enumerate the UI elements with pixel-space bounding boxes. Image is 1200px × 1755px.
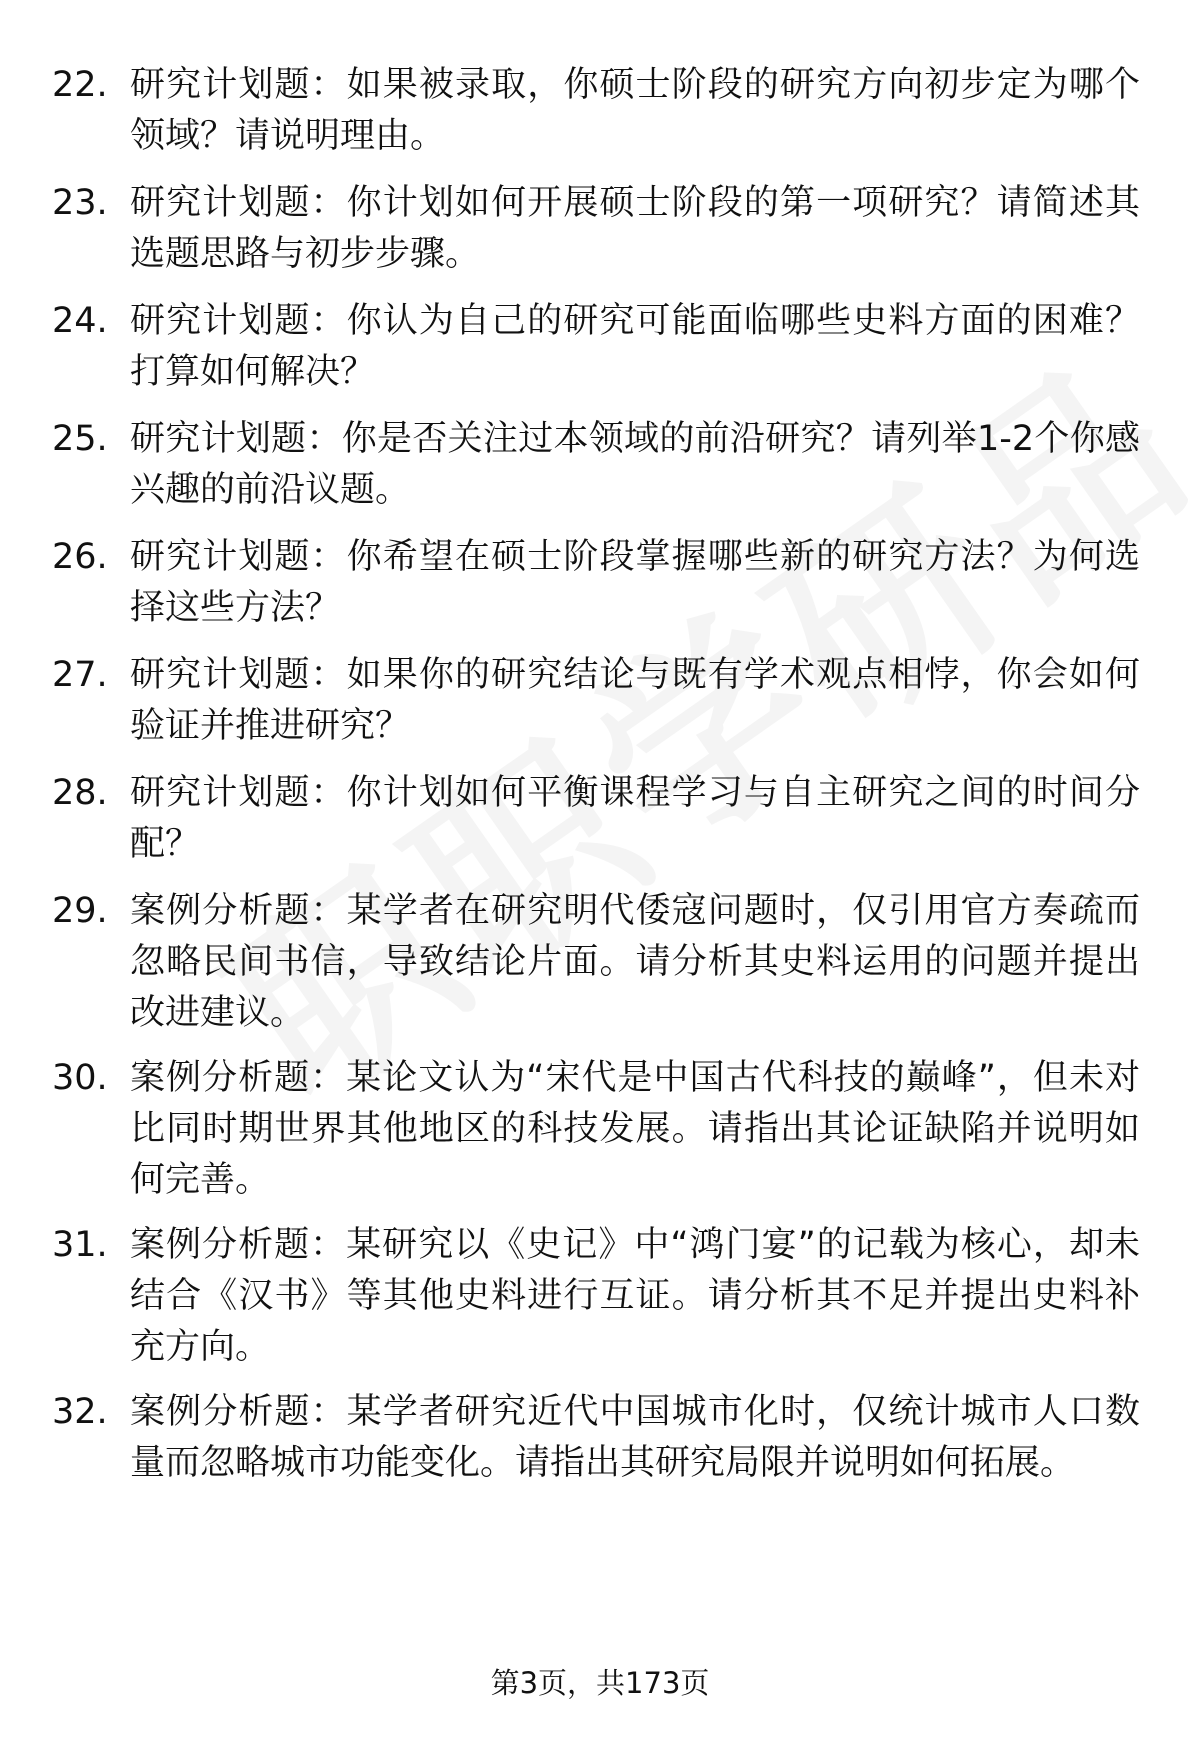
question-number: 28. [52, 773, 108, 813]
question-number: 22. [52, 65, 108, 105]
question-text: 研究计划题：如果你的研究结论与既有学术观点相悖，你会如何验证并推进研究？ [130, 655, 1140, 746]
question-text: 案例分析题：某学者在研究明代倭寇问题时，仅引用官方奏疏而忽略民间书信，导致结论片面。请分析其史料运用的问题并提出改进建议。 [130, 891, 1140, 1033]
question-number: 26. [52, 537, 108, 577]
question-number: 30. [52, 1058, 108, 1098]
question-text: 案例分析题：某学者研究近代中国城市化时，仅统计城市人口数量而忽略城市功能变化。请指出其研究局限并说明如何拓展。 [130, 1392, 1140, 1483]
question-text: 研究计划题：你是否关注过本领域的前沿研究？请列举1-2个你感兴趣的前沿议题。 [130, 419, 1140, 510]
question-text: 研究计划题：你计划如何开展硕士阶段的第一项研究？请简述其选题思路与初步步骤。 [130, 183, 1140, 274]
question-text: 研究计划题：你认为自己的研究可能面临哪些史料方面的困难？打算如何解决？ [130, 301, 1140, 392]
question-number: 32. [52, 1392, 108, 1432]
question-number: 25. [52, 419, 108, 459]
question-text: 研究计划题：你计划如何平衡课程学习与自主研究之间的时间分配？ [130, 773, 1140, 864]
question-text: 研究计划题：你希望在硕士阶段掌握哪些新的研究方法？为何选择这些方法？ [130, 537, 1140, 628]
question-number: 24. [52, 301, 108, 341]
question-number: 29. [52, 891, 108, 931]
question-number: 23. [52, 183, 108, 223]
question-number: 31. [52, 1225, 108, 1265]
question-number: 27. [52, 655, 108, 695]
question-text: 案例分析题：某论文认为“宋代是中国古代科技的巅峰”，但未对比同时期世界其他地区的科技发展。请指出其论证缺陷并说明如何完善。 [130, 1058, 1140, 1200]
page-number-footer: 第3页，共173页 [490, 1666, 710, 1700]
question-text: 研究计划题：如果被录取，你硕士阶段的研究方向初步定为哪个领域？请说明理由。 [130, 65, 1140, 156]
question-text: 案例分析题：某研究以《史记》中“鸿门宴”的记载为核心，却未结合《汉书》等其他史料进行互证。请分析其不足并提出史料补充方向。 [130, 1225, 1140, 1367]
